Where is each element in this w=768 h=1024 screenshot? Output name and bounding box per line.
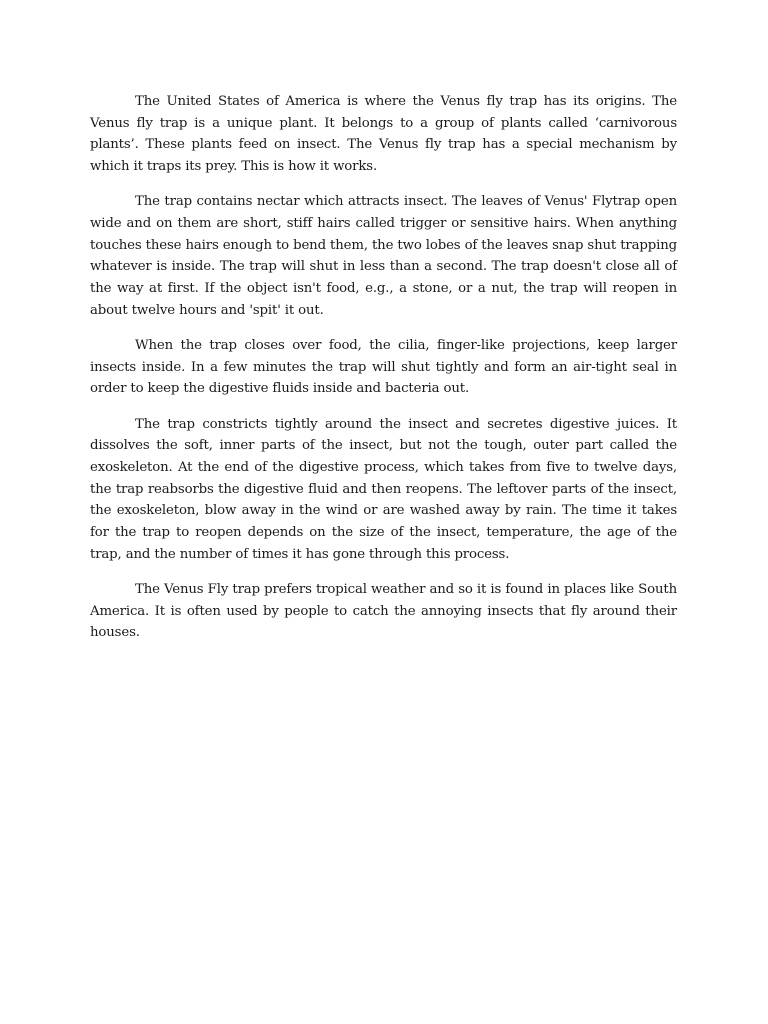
- paragraph-origins: The United States of America is where the Venus fly trap has its origins. The Venus fly trap is a unique plant. It belongs to a group of plants called ‘carnivorous plants’. These plants feed on insect. The Venus fly trap has a special mechanism by which it traps its prey. This is how it works.: [90, 94, 677, 175]
- paragraph-cilia: When the trap closes over food, the cilia, finger-like projections, keep larger insects inside. In a few minutes the trap will shut tightly and form an air-tight seal in order to keep the digestive fluids inside and bacteria out.: [90, 338, 677, 397]
- paragraph-habitat: The Venus Fly trap prefers tropical weather and so it is found in places like South America. It is often used by people to catch the annoying insects that fly around their houses.: [90, 582, 677, 641]
- paragraph-trap-mechanism: The trap contains nectar which attracts insect. The leaves of Venus' Flytrap open wide and on them are short, stiff hairs called trigger or sensitive hairs. When anything touches these hairs enough to bend them, the two lobes of the leaves snap shut trapping whatever is inside. The trap will shut in less than a second. The trap doesn't close all of the way at first. If the object isn't food, e.g., a stone, or a nut, the trap will reopen in about twelve hours and 'spit' it out.: [90, 194, 677, 318]
- document-page: [90, 91, 677, 658]
- paragraph-digestion: The trap constricts tightly around the insect and secretes digestive juices. It dissolves the soft, inner parts of the insect, but not the tough, outer part called the exoskeleton. At the end of the digestive process, which takes from five to twelve days, the trap reabsorbs the digestive fluid and then reopens. The leftover parts of the insect, the exoskeleton, blow away in the wind or are washed away by rain. The time it takes for the trap to reopen depends on the size of the insect, temperature, the age of the trap, and the number of times it has gone through this process.: [90, 416, 677, 562]
